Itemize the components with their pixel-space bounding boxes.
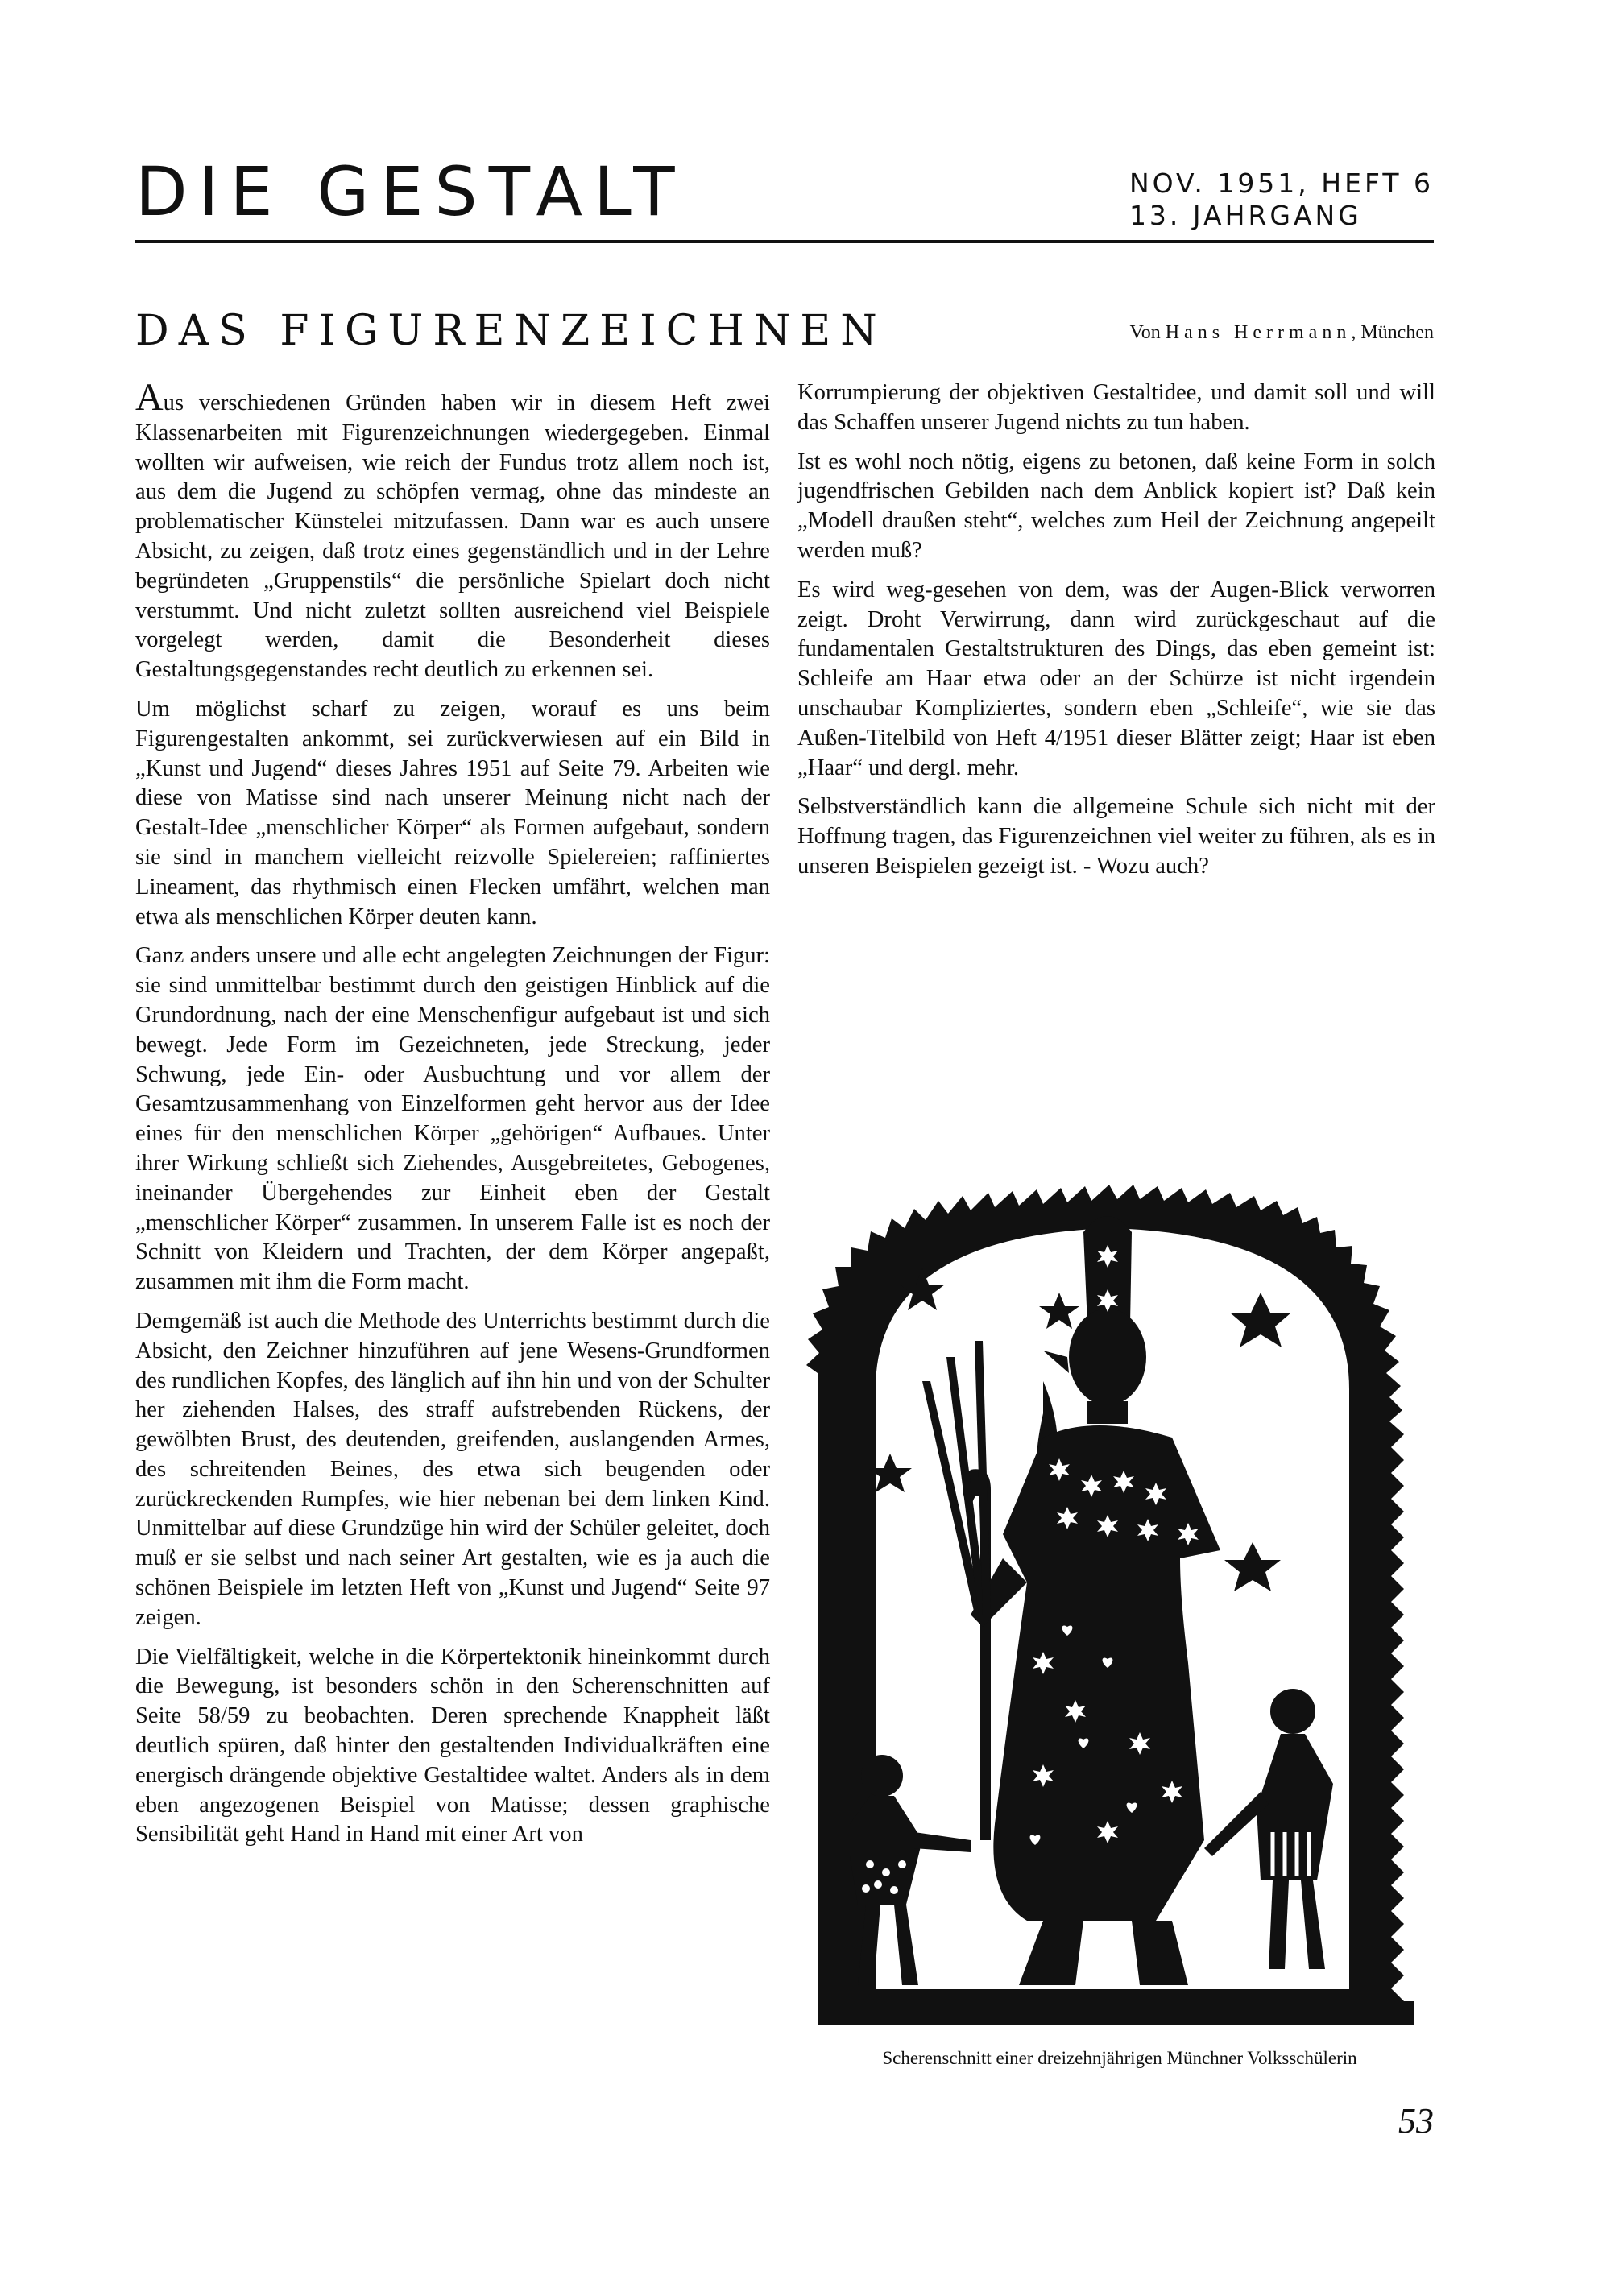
masthead-rule <box>135 240 1434 243</box>
paragraph: Die Vielfältigkeit, welche in die Körpertektonik hineinkommt durch die Bewegung, ist besonders schön in den Scherenschnitten auf Seite 58/59 zu beobachten. Deren sprechende Knappheit läßt deutlich spüren, daß hinter den gestaltenden Individualkräften eine energisch drängende objektive Gestaltidee waltet. Anders als in dem eben angezogenen Beispiel von Matisse; dessen graphische Sensibilität geht Hand in Hand mit einer Art von <box>135 1644 770 1847</box>
papercut-illustration <box>801 1035 1438 2037</box>
paragraph: Selbstverständlich kann die allgemeine Schule sich nicht mit der Hoffnung tragen, das Figurenzeichnen viel weiter zu führen, als es in unseren Beispielen gezeigt ist. - Wozu auch? <box>797 794 1435 879</box>
issue-volume: 13. JAHRGANG <box>1129 200 1362 231</box>
right-child-figure <box>1204 1689 1333 1969</box>
byline-place: , München <box>1351 322 1434 343</box>
paragraph-text: us verschiedenen Gründen haben wir in diesem Heft zwei Klassenarbeiten mit Figurenzeichnungen wiedergegeben. Einmal wollten wir aufweisen, wie reich der Fundus trotz allem noch ist, aus dem die Jugend zu schöpfen vermag, ohne das mindeste an problematischer Künstelei mitzufassen. Dann war es auch unsere Absicht, zu zeigen, daß trotz eines gegenständlich und in der Lehre begründeten „Gruppenstils“ die persönliche Spielart doch nicht verstummt. Und nicht zuletzt sollten ausreichend viel Beispiele vorgelegt werden, damit die Besonderheit dieses Gestaltungsgegenstandes recht deutlich zu erkennen sei. <box>135 391 770 683</box>
paragraph: Um möglichst scharf zu zeigen, worauf es uns beim Figurengestalten ankommt, sei zurückverwiesen auf ein Bild in „Kunst und Jugend“ dieses Jahres 1951 auf Seite 79. Arbeiten wie diese von Matisse sind nach unserer Meinung nicht nach der Gestalt-Idee „menschlicher Körper“ als Formen aufgebaut, sondern sie sind in manchem vielleicht reizvolle Spielereien; raffiniertes Lineament, das rhythmisch einen Flecken umfährt, welchen man etwa als menschlichen Körper deuten kann. <box>135 696 770 929</box>
journal-title: DIE GESTALT <box>135 152 686 231</box>
right-column <box>797 379 1435 892</box>
paragraph <box>135 376 770 685</box>
byline <box>1129 322 1434 344</box>
left-column <box>135 376 770 1860</box>
byline-author: Hans Herrmann <box>1165 322 1352 343</box>
drop-cap: A <box>135 376 164 419</box>
left-child-figure <box>850 1755 971 1985</box>
byline-prefix: Von <box>1129 322 1161 343</box>
main-figure <box>922 1216 1220 1985</box>
paragraph: Demgemäß ist auch die Methode des Unterrichts bestimmt durch die Absicht, den Zeichner hinzuführen auf jene Wesens-Grundformen des rundlichen Kopfes, des länglich auf ihn hin und von der Schulter her ziehenden Halses, des straff aufstrebenden Rückens, der gewölbten Brust, des deutenden, greifenden, auslangenden Armes, des schreitenden Beines, des etwa sich beugenden oder zurückreckenden Rumpfes, wie hier nebenan bei dem linken Kind. Unmittelbar auf diese Grundzüge hin wird der Schüler geleitet, doch muß er sie selbst und nach seiner Art gestalten, wie es ja auch die schönen Beispiele im letzten Heft von „Kunst und Jugend“ Seite 97 zeigen. <box>135 1308 770 1630</box>
issue-date: NOV. 1951, HEFT 6 <box>1129 168 1434 199</box>
article-title: DAS FIGURENZEICHNEN <box>135 307 887 355</box>
paragraph: Korrumpierung der objektiven Gestaltidee, und damit soll und will das Schaffen unserer Jugend nichts zu tun haben. <box>797 380 1435 435</box>
paragraph: Ist es wohl noch nötig, eigens zu betonen, daß keine Form in solch jugendfrischen Gebilden nach dem Anblick kopiert ist? Daß kein „Modell draußen steht“, welches zum Heil der Zeichnung angepeilt werden muß? <box>797 449 1435 563</box>
paragraph: Es wird weg-gesehen von dem, was der Augen-Blick verworren zeigt. Droht Verwirrung, dann wird zurückgeschaut auf die fundamentalen Gestaltstrukturen des Dings, das eben gemeint ist: Schleife am Haar etwa oder an der Schürze ist nicht irgendein unschaubar Kompliziertes, sondern eben „Schleife“, wie sie das Außen-Titelbild von Heft 4/1951 dieser Blätter zeigt; Haar ist eben „Haar“ und dergl. mehr. <box>797 577 1435 780</box>
page-number: 53 <box>1398 2101 1434 2141</box>
paragraph: Ganz anders unsere und alle echt angelegten Zeichnungen der Figur: sie sind unmittelbar bestimmt durch den geistigen Hinblick auf die Grundordnung, nach der eine Menschenfigur aufgebaut ist und sich bewegt. Jede Form im Gezeichneten, jede Streckung, jeder Schwung, jede Ein- oder Ausbuchtung und vor allem der Gesamtzusammenhang von Einzelformen geht hervor aus der Idee eines für den menschlichen Körper „gehörigen“ Aufbaues. Unter ihrer Wirkung schließt sich Ziehendes, Ausgebreitetes, Gebogenes, ineinander Übergehendes zur Einheit eben der Gestalt „menschlicher Körper“ zusammen. In unserem Falle ist es noch der Schnitt von Kleidern und Trachten, der dem Körper angepaßt, zusammen mit ihm die Form macht. <box>135 943 770 1295</box>
issue-info <box>1129 168 1434 232</box>
figure-caption: Scherenschnitt einer dreizehnjährigen Münchner Volksschülerin <box>882 2048 1357 2068</box>
ground-strip <box>818 2001 1414 2025</box>
